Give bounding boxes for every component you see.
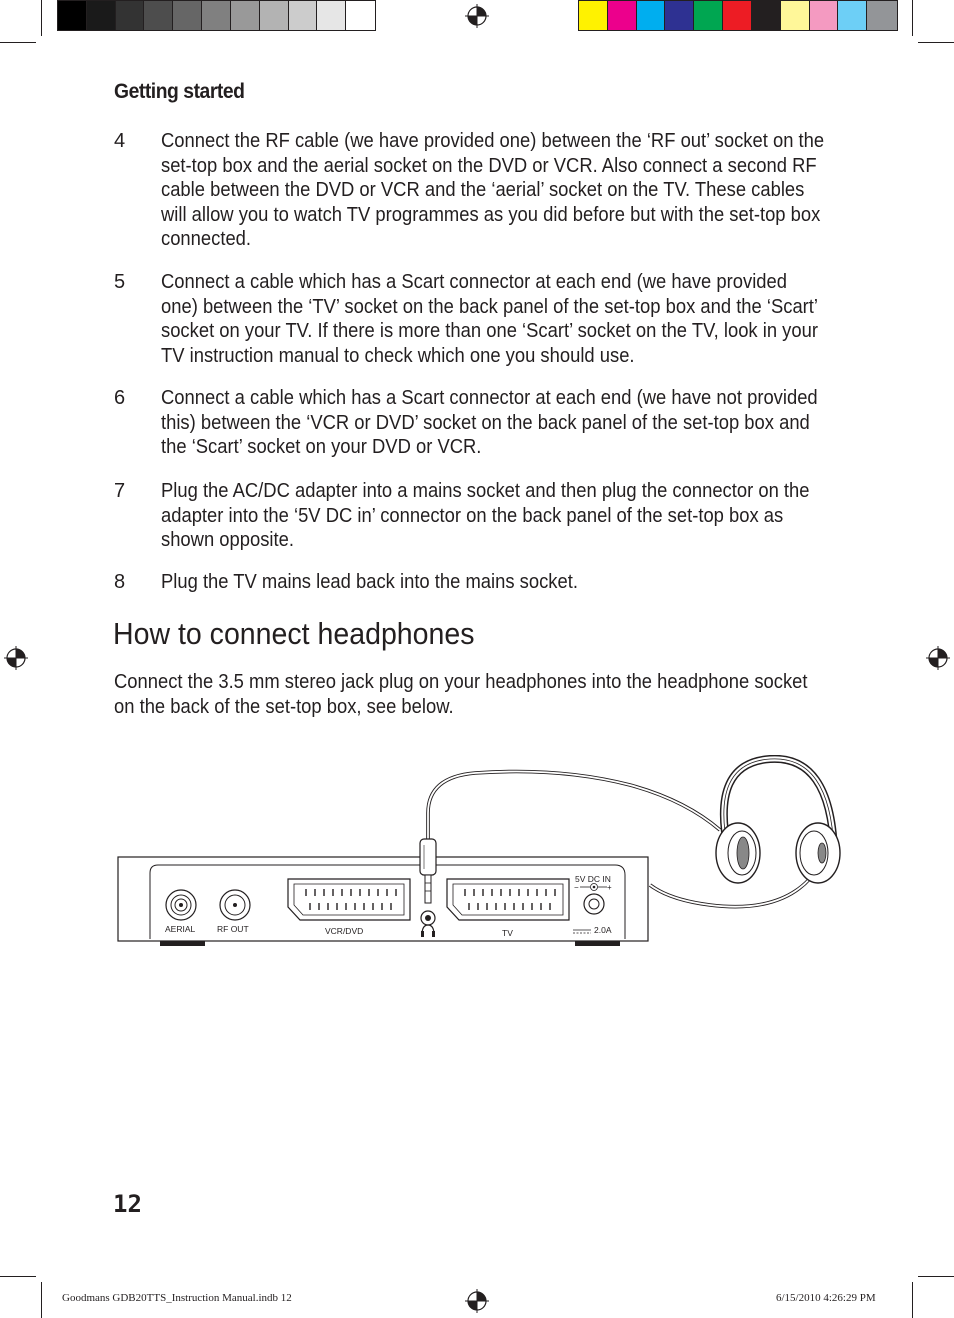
grayscale-swatch bbox=[58, 1, 87, 30]
grayscale-swatch bbox=[260, 1, 289, 30]
color-swatch bbox=[810, 1, 839, 30]
aerial-socket-icon bbox=[166, 890, 196, 920]
crop-mark bbox=[41, 1282, 42, 1318]
crop-mark bbox=[41, 0, 42, 36]
step-item bbox=[114, 270, 844, 368]
rf-out-label: RF OUT bbox=[217, 924, 249, 934]
color-swatch bbox=[781, 1, 810, 30]
step-number: 8 bbox=[114, 571, 126, 593]
section-heading: Getting started bbox=[114, 80, 245, 103]
color-swatch bbox=[637, 1, 666, 30]
dc-in-label: 5V DC IN bbox=[575, 874, 611, 884]
headphones-title: How to connect headphones bbox=[113, 616, 475, 651]
grayscale-swatch bbox=[173, 1, 202, 30]
step-number: 5 bbox=[114, 271, 126, 293]
grayscale-swatch bbox=[144, 1, 173, 30]
step-text: Connect the RF cable (we have provided one) between the ‘RF out’ socket on the set-top box and the aerial socket on the DVD or VCR. Also connect a second RF cable between the DVD or VCR and the ‘aerial’ socket on the TV. These cables will allow you to watch TV programmes as you did before but with the set-top box connected. bbox=[161, 130, 825, 251]
grayscale-color-bar bbox=[57, 0, 376, 31]
step-text: Plug the AC/DC adapter into a mains socket and then plug the connector on the adapter into the ‘5V DC in’ connector on the back panel of the set-top box as shown opposite. bbox=[161, 480, 810, 552]
grayscale-swatch bbox=[346, 1, 375, 30]
grayscale-swatch bbox=[87, 1, 116, 30]
color-swatch bbox=[665, 1, 694, 30]
headphones-icon bbox=[716, 759, 840, 883]
color-swatch bbox=[723, 1, 752, 30]
rf-out-socket-icon bbox=[220, 890, 250, 920]
footer-file-info: Goodmans GDB20TTS_Instruction Manual.indb 12 bbox=[62, 1292, 292, 1304]
headphones-intro: Connect the 3.5 mm stereo jack plug on your headphones into the headphone socket on the back of the set-top box, see below. bbox=[114, 671, 808, 718]
footer-timestamp: 6/15/2010 4:26:29 PM bbox=[776, 1292, 876, 1304]
crop-mark bbox=[912, 0, 913, 36]
crop-mark bbox=[918, 42, 954, 43]
step-text: Plug the TV mains lead back into the mains socket. bbox=[161, 571, 578, 593]
tv-label: TV bbox=[502, 928, 513, 938]
color-swatch bbox=[694, 1, 723, 30]
crop-mark bbox=[0, 42, 36, 43]
step-item bbox=[114, 129, 844, 252]
current-rating-label: 2.0A bbox=[594, 925, 612, 935]
crop-mark bbox=[912, 1282, 913, 1318]
grayscale-swatch bbox=[289, 1, 318, 30]
crop-mark bbox=[918, 1276, 954, 1277]
registration-mark-icon bbox=[465, 1289, 489, 1313]
step-item bbox=[114, 570, 844, 595]
registration-mark-icon bbox=[465, 4, 489, 28]
grayscale-swatch bbox=[116, 1, 145, 30]
aerial-label: AERIAL bbox=[165, 924, 196, 934]
color-swatch bbox=[867, 1, 897, 30]
color-swatch bbox=[608, 1, 637, 30]
step-number: 7 bbox=[114, 480, 126, 502]
crop-mark bbox=[0, 1276, 36, 1277]
grayscale-swatch bbox=[317, 1, 346, 30]
step-item bbox=[114, 479, 844, 553]
step-item bbox=[114, 386, 844, 460]
step-text: Connect a cable which has a Scart connector at each end (we have not provided this) between the ‘VCR or DVD’ socket on the back panel of the set-top box and the ‘Scart’ socket on your DVD or VCR. bbox=[161, 387, 818, 459]
step-number: 6 bbox=[114, 387, 126, 409]
headphone-connection-diagram bbox=[110, 755, 845, 955]
step-number: 4 bbox=[114, 130, 126, 152]
color-swatch bbox=[838, 1, 867, 30]
grayscale-swatch bbox=[202, 1, 231, 30]
color-swatch bbox=[752, 1, 781, 30]
page-number: 12 bbox=[113, 1190, 142, 1218]
color-swatch bbox=[579, 1, 608, 30]
polarity-plus-label: + bbox=[607, 883, 612, 892]
registration-mark-icon bbox=[926, 646, 950, 670]
registration-mark-icon bbox=[4, 646, 28, 670]
polarity-minus-label: − bbox=[574, 883, 579, 892]
step-text: Connect a cable which has a Scart connector at each end (we have provided one) between the ‘TV’ socket on the back panel of the set-top box and the ‘Scart’ socket on your TV. If there is more than one ‘Scart’ socket on the TV, look in your TV instruction manual to check which one you should use. bbox=[161, 271, 818, 367]
vcr-dvd-label: VCR/DVD bbox=[325, 926, 364, 936]
process-color-bar bbox=[578, 0, 898, 31]
grayscale-swatch bbox=[231, 1, 260, 30]
